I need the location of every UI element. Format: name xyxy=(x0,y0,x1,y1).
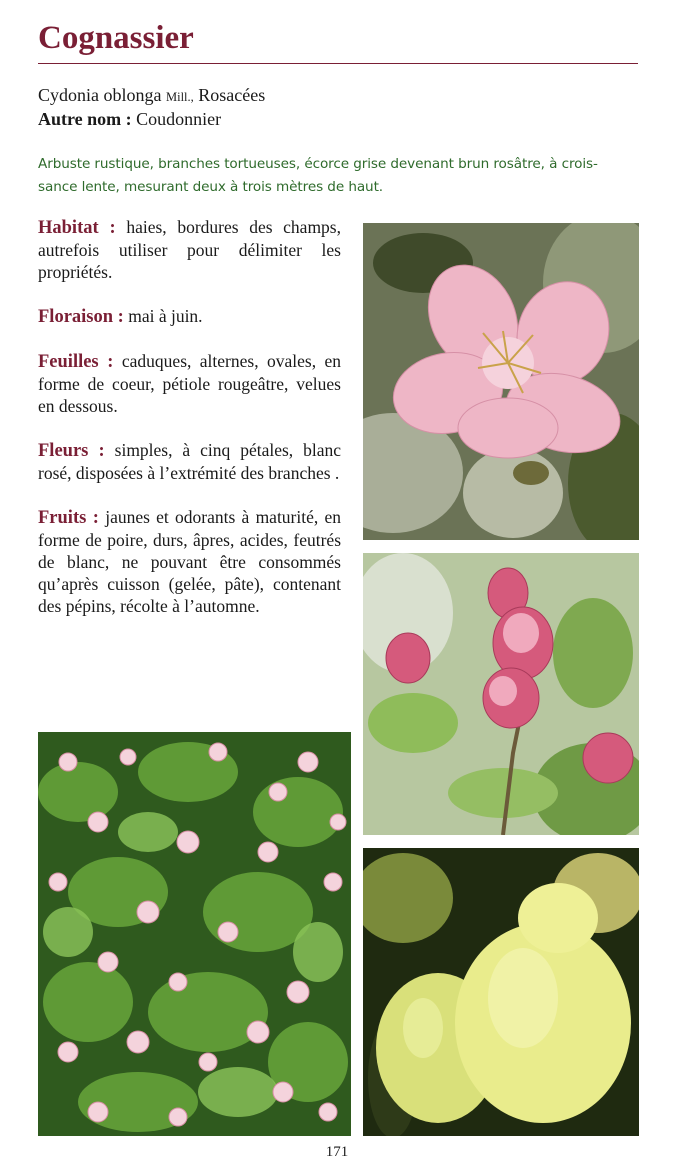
section-feuilles xyxy=(38,350,341,417)
section-text: caduques, alternes, ovales, en forme de coeur, pétiole rougeâtre, velues en dessous. xyxy=(38,351,342,416)
section-text: mai à juin. xyxy=(128,306,203,326)
section-label: Floraison : xyxy=(38,307,124,327)
family-name: Rosacées xyxy=(198,85,266,105)
section-label: Feuilles : xyxy=(38,352,114,372)
section-habitat xyxy=(38,216,341,283)
section-label: Fleurs : xyxy=(38,441,105,461)
section-label: Habitat : xyxy=(38,218,116,238)
intro-description: Arbuste rustique, branches tortueuses, écorce grise devenant brun rosâtre, à crois- sance lente, mesurant deux à trois mètres de haut. xyxy=(38,156,598,195)
photo-flower-buds xyxy=(363,553,639,835)
section-text: jaunes et odorants à maturité, en forme de poire, durs, âpres, acides, feutrés de blanc, ne pouvant être consommés qu’après cuisson (gelée, pâte), contenant des pépins, récolte à l’automne. xyxy=(38,507,342,616)
scientific-name-line xyxy=(38,83,265,109)
section-floraison xyxy=(38,305,341,328)
title-divider xyxy=(38,63,638,64)
section-fruits xyxy=(38,506,341,617)
section-text: haies, bordures des champs, autrefois utiliser pour délimiter les propriétés. xyxy=(38,217,341,282)
latin-name: Cydonia oblonga xyxy=(38,85,162,105)
description-column xyxy=(38,216,341,639)
other-name-value: Coudonnier xyxy=(136,109,222,129)
section-label: Fruits : xyxy=(38,508,99,528)
photo-flower-open xyxy=(363,223,639,540)
other-name-line xyxy=(38,107,221,131)
page-number: 171 xyxy=(325,1144,349,1160)
photo-quince-fruits xyxy=(363,848,639,1136)
author-abbrev: Mill., xyxy=(166,90,194,104)
other-name-label: Autre nom : xyxy=(38,109,132,129)
section-fleurs xyxy=(38,439,341,484)
section-text: simples, à cinq pétales, blanc rosé, disposées à l’extrémité des branches . xyxy=(38,440,341,483)
photo-flowering-shrub xyxy=(38,732,351,1136)
page-title: Cognassier xyxy=(38,20,194,56)
